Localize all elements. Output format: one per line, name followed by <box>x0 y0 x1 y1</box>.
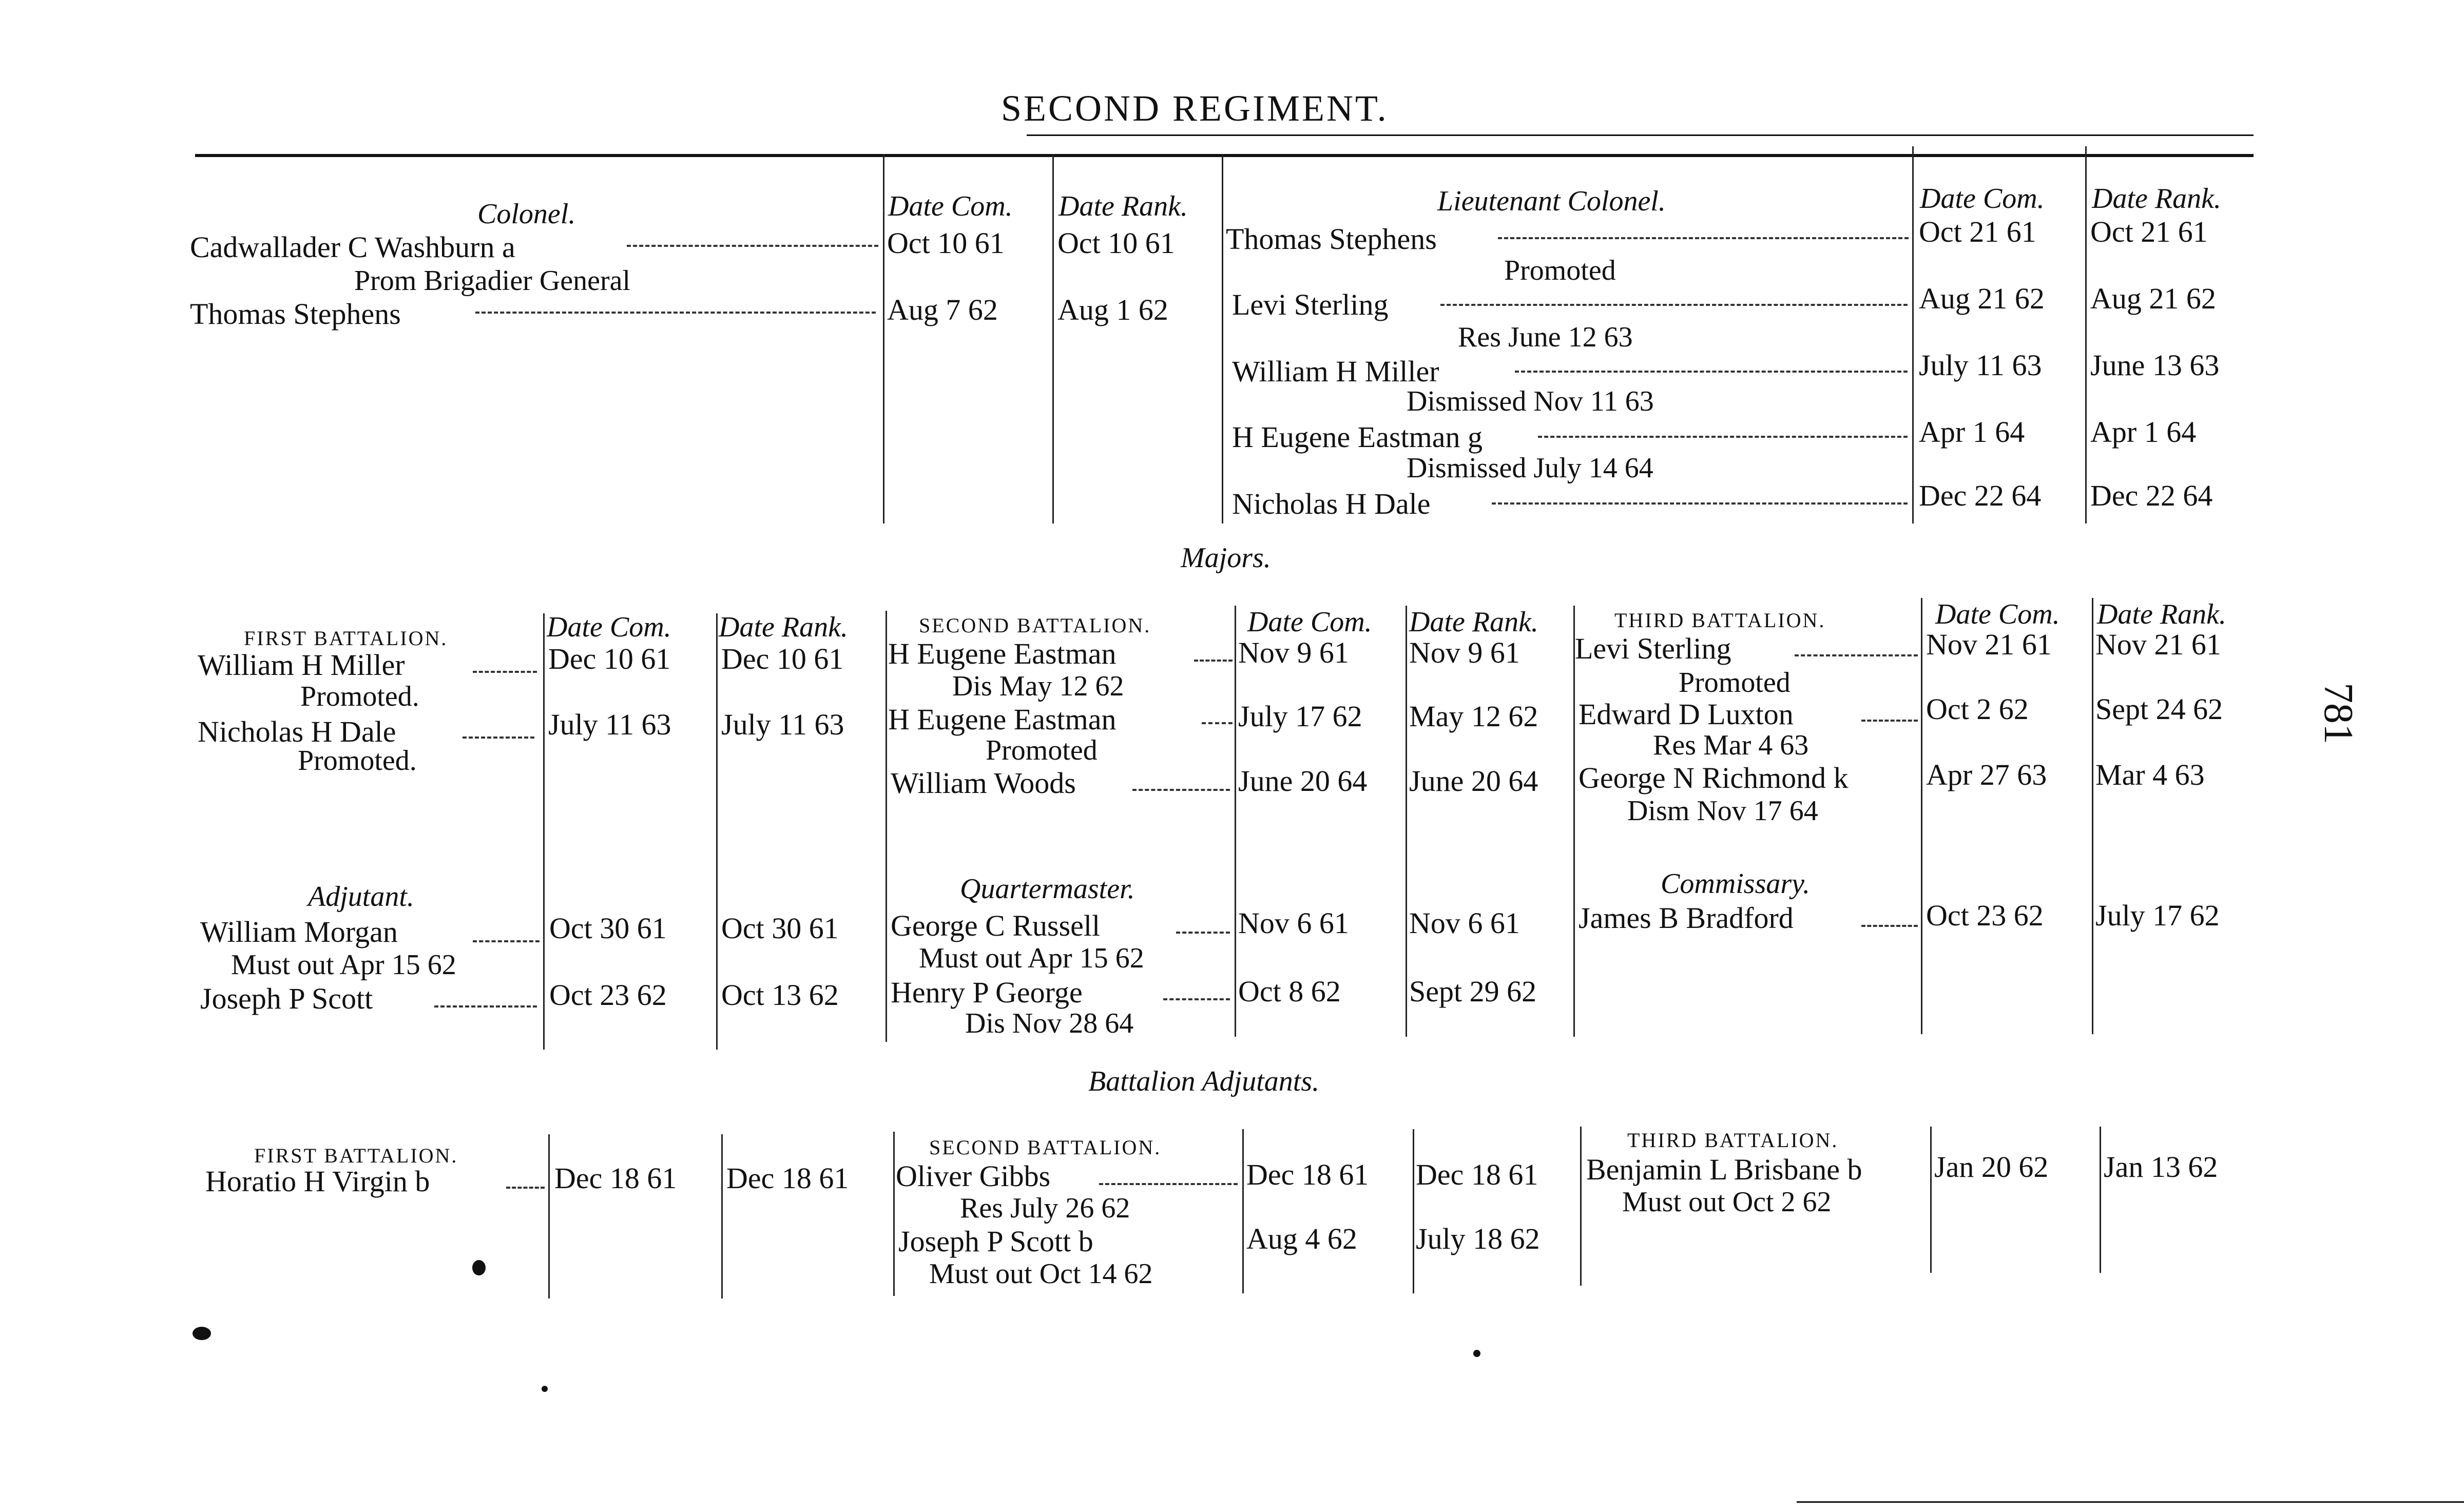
column-rule <box>548 1134 550 1299</box>
major-date-com: Nov 21 61 <box>1926 628 2052 661</box>
lt-colonel-header: Lieutenant Colonel. <box>1437 185 1666 217</box>
column-rule <box>893 1132 895 1296</box>
lt-colonel-note: Dismissed Nov 11 63 <box>1407 385 1654 417</box>
column-rule <box>1242 1129 1244 1293</box>
bottom-rule <box>1797 1501 2464 1503</box>
leader-dots <box>1512 367 1908 376</box>
battalion-adjutant-date-rank: July 18 62 <box>1416 1222 1540 1255</box>
lt-colonel-date-com: Oct 21 61 <box>1919 215 2036 248</box>
leader-dots <box>1129 785 1230 795</box>
adjutant-date-com: Oct 30 61 <box>549 912 667 945</box>
colonel-date-rank: Oct 10 61 <box>1057 226 1175 260</box>
leader-dots <box>431 1002 537 1011</box>
major-name: William H Miller <box>198 648 405 682</box>
lt-colonel-date-com: July 11 63 <box>1919 348 2042 382</box>
column-rule <box>883 154 884 524</box>
column-rule <box>2085 146 2087 524</box>
column-rule <box>1235 606 1236 1037</box>
lt-colonel-name: Nicholas H Dale <box>1232 487 1431 520</box>
colonel-date-rank-header: Date Rank. <box>1058 190 1188 222</box>
lt-colonel-date-rank: June 13 63 <box>2090 348 2220 382</box>
ink-speck <box>192 1327 211 1340</box>
colonel-header: Colonel. <box>477 198 576 230</box>
major-date-com: Dec 10 61 <box>548 642 671 675</box>
lt-colonel-date-com: Aug 21 62 <box>1919 282 2045 315</box>
battalion-adjutants-header: Battalion Adjutants. <box>1088 1066 1320 1097</box>
major-date-com: July 11 63 <box>548 708 671 741</box>
ink-speck <box>472 1260 486 1275</box>
battalion-adjutant-name: Horatio H Virgin b <box>205 1165 430 1198</box>
commissary-date-com: Oct 23 62 <box>1926 899 2044 932</box>
lt-colonel-date-com: Apr 1 64 <box>1919 415 2025 449</box>
column-rule <box>1573 606 1575 1037</box>
colonel-date-com: Aug 7 62 <box>887 293 998 326</box>
major-date-rank: Nov 9 61 <box>1409 636 1520 669</box>
battalion-adjutant-note: Res July 26 62 <box>960 1192 1130 1224</box>
battalion-adjutant-date-rank: Dec 18 61 <box>726 1161 849 1195</box>
lt-colonel-date-rank: Aug 21 62 <box>2090 282 2216 315</box>
battalion-adjutant-date-rank: Jan 13 62 <box>2104 1150 2218 1184</box>
major-date-rank: July 11 63 <box>721 708 844 741</box>
lt-colonel-name: H Eugene Eastman g <box>1232 420 1483 454</box>
colonel-name: Thomas Stephens <box>190 297 401 331</box>
battalion-adjutant-name: Oliver Gibbs <box>896 1159 1051 1193</box>
column-rule <box>1930 1127 1932 1273</box>
column-rule <box>1052 154 1054 524</box>
lt-colonel-date-com: Dec 22 64 <box>1919 479 2042 512</box>
column-rule <box>1406 606 1407 1037</box>
ink-speck <box>1473 1350 1480 1357</box>
quartermaster-header: Quartermaster. <box>960 873 1135 905</box>
lt-colonel-date-rank: Oct 21 61 <box>2090 215 2208 248</box>
adjutant-date-rank: Oct 30 61 <box>721 912 839 945</box>
lt-colonel-note: Dismissed July 14 64 <box>1407 452 1653 484</box>
major-note: Promoted <box>1679 667 1791 699</box>
battalion-adjutant-name: Joseph P Scott b <box>898 1225 1093 1258</box>
title-rule <box>195 154 2254 157</box>
second-battalion-header: SECOND BATTALION. <box>929 1136 1162 1159</box>
battalion-adjutant-note: Must out Oct 2 62 <box>1622 1186 1832 1218</box>
lt-colonel-note: Res June 12 63 <box>1458 321 1633 353</box>
major-date-com: June 20 64 <box>1238 764 1368 798</box>
battalion-adjutant-date-com: Aug 4 62 <box>1246 1222 1357 1255</box>
leader-dots <box>1173 928 1230 937</box>
majors-first-date-com-header: Date Com. <box>547 611 671 643</box>
lt-colonel-name: Levi Sterling <box>1232 288 1389 321</box>
lt-colonel-date-rank-header: Date Rank. <box>2092 183 2221 215</box>
leader-dots <box>624 241 878 250</box>
leader-dots <box>459 733 534 742</box>
leader-dots <box>470 667 537 676</box>
major-date-rank: May 12 62 <box>1409 700 1538 733</box>
major-date-com: Apr 27 63 <box>1926 758 2047 791</box>
major-name: Edward D Luxton <box>1578 698 1794 731</box>
major-note: Dis May 12 62 <box>952 670 1124 702</box>
major-note: Res Mar 4 63 <box>1653 729 1809 761</box>
leader-dots <box>1096 1179 1238 1189</box>
column-rule <box>721 1134 723 1299</box>
majors-third-date-rank-header: Date Rank. <box>2097 598 2226 630</box>
battalion-adjutant-date-rank: Dec 18 61 <box>1416 1158 1538 1191</box>
lt-colonel-date-rank: Apr 1 64 <box>2090 415 2197 449</box>
third-battalion-header: THIRD BATTALION. <box>1614 609 1826 632</box>
leader-dots <box>1199 719 1233 728</box>
majors-first-date-rank-header: Date Rank. <box>719 611 848 643</box>
major-date-com: Nov 9 61 <box>1238 636 1349 669</box>
major-date-rank: Dec 10 61 <box>721 642 844 675</box>
battalion-adjutant-date-com: Jan 20 62 <box>1934 1150 2049 1184</box>
majors-second-date-com-header: Date Com. <box>1247 606 1372 638</box>
lt-colonel-date-rank: Dec 22 64 <box>2090 479 2213 512</box>
battalion-adjutant-date-com: Dec 18 61 <box>554 1161 677 1195</box>
majors-third-date-com-header: Date Com. <box>1935 598 2060 630</box>
adjutant-name: William Morgan <box>200 915 398 948</box>
leader-dots <box>472 308 876 317</box>
lt-colonel-name: Thomas Stephens <box>1226 222 1437 256</box>
commissary-date-rank: July 17 62 <box>2095 899 2220 932</box>
lt-colonel-name: William H Miller <box>1232 355 1439 388</box>
quartermaster-name: George C Russell <box>891 909 1101 942</box>
major-date-rank: Mar 4 63 <box>2095 758 2205 791</box>
title-rule-thin <box>1027 134 2254 136</box>
major-note: Promoted. <box>298 745 417 777</box>
majors-header: Majors. <box>1181 542 1271 574</box>
major-name: William Woods <box>891 766 1076 800</box>
leader-dots <box>1858 921 1918 931</box>
column-rule <box>886 611 887 1042</box>
major-name: Nicholas H Dale <box>198 715 396 748</box>
major-name: Levi Sterling <box>1575 632 1731 665</box>
quartermaster-date-com: Oct 8 62 <box>1238 975 1341 1008</box>
first-battalion-header: FIRST BATTALION. <box>244 627 448 650</box>
major-date-com: Oct 2 62 <box>1926 692 2029 726</box>
lt-colonel-date-com-header: Date Com. <box>1920 183 2045 215</box>
leader-dots <box>1160 995 1230 1004</box>
majors-second-date-rank-header: Date Rank. <box>1409 606 1538 638</box>
column-rule <box>543 613 545 1050</box>
leader-dots <box>1495 234 1909 243</box>
major-name: H Eugene Eastman <box>888 637 1116 670</box>
leader-dots <box>1437 300 1908 309</box>
major-date-rank: Nov 21 61 <box>2095 628 2221 661</box>
colonel-date-com-header: Date Com. <box>888 190 1013 222</box>
first-battalion-header: FIRST BATTALION. <box>254 1144 458 1167</box>
page-title: SECOND REGIMENT. <box>1001 88 1389 129</box>
third-battalion-header: THIRD BATTALION. <box>1627 1129 1839 1152</box>
column-rule <box>2100 1127 2101 1273</box>
major-date-com: July 17 62 <box>1238 700 1362 733</box>
battalion-adjutant-note: Must out Oct 14 62 <box>929 1258 1153 1290</box>
major-name: H Eugene Eastman <box>888 703 1116 736</box>
colonel-date-com: Oct 10 61 <box>887 226 1005 260</box>
adjutant-date-rank: Oct 13 62 <box>721 978 839 1012</box>
column-rule <box>1222 154 1223 524</box>
lt-colonel-note: Promoted <box>1504 255 1616 286</box>
quartermaster-note: Dis Nov 28 64 <box>965 1008 1134 1039</box>
colonel-date-rank: Aug 1 62 <box>1057 293 1168 326</box>
leader-dots <box>1191 656 1233 665</box>
column-rule <box>716 613 718 1050</box>
battalion-adjutant-date-com: Dec 18 61 <box>1246 1158 1369 1191</box>
major-note: Promoted. <box>300 681 419 712</box>
colonel-name: Cadwallader C Washburn a <box>190 230 515 264</box>
leader-dots <box>470 937 540 946</box>
leader-dots <box>1792 651 1918 660</box>
quartermaster-date-com: Nov 6 61 <box>1238 906 1349 940</box>
colonel-note: Prom Brigadier General <box>354 265 631 297</box>
major-note: Dism Nov 17 64 <box>1627 795 1818 827</box>
leader-dots <box>1535 432 1908 441</box>
quartermaster-name: Henry P George <box>891 976 1083 1009</box>
adjutant-header: Adjutant. <box>308 881 414 913</box>
quartermaster-date-rank: Nov 6 61 <box>1409 906 1520 940</box>
battalion-adjutant-name: Benjamin L Brisbane b <box>1586 1153 1862 1186</box>
quartermaster-note: Must out Apr 15 62 <box>919 942 1144 974</box>
major-name: George N Richmond k <box>1578 761 1849 795</box>
adjutant-date-com: Oct 23 62 <box>549 978 667 1012</box>
column-rule <box>1580 1127 1582 1286</box>
column-rule <box>2092 598 2093 1034</box>
commissary-name: James B Bradford <box>1578 901 1794 935</box>
ink-speck <box>542 1386 548 1392</box>
leader-dots <box>1858 716 1918 725</box>
page-number: 781 <box>2316 683 2361 744</box>
leader-dots <box>503 1183 545 1192</box>
major-date-rank: Sept 24 62 <box>2095 692 2223 726</box>
adjutant-name: Joseph P Scott <box>200 982 373 1015</box>
leader-dots <box>1489 499 1908 508</box>
major-note: Promoted <box>986 734 1098 766</box>
commissary-header: Commissary. <box>1661 868 1810 900</box>
adjutant-note: Must out Apr 15 62 <box>231 949 456 981</box>
quartermaster-date-rank: Sept 29 62 <box>1409 975 1537 1008</box>
column-rule <box>1912 146 1914 524</box>
column-rule <box>1413 1129 1414 1293</box>
column-rule <box>1921 598 1922 1034</box>
major-date-rank: June 20 64 <box>1409 764 1538 798</box>
second-battalion-header: SECOND BATTALION. <box>919 614 1151 637</box>
